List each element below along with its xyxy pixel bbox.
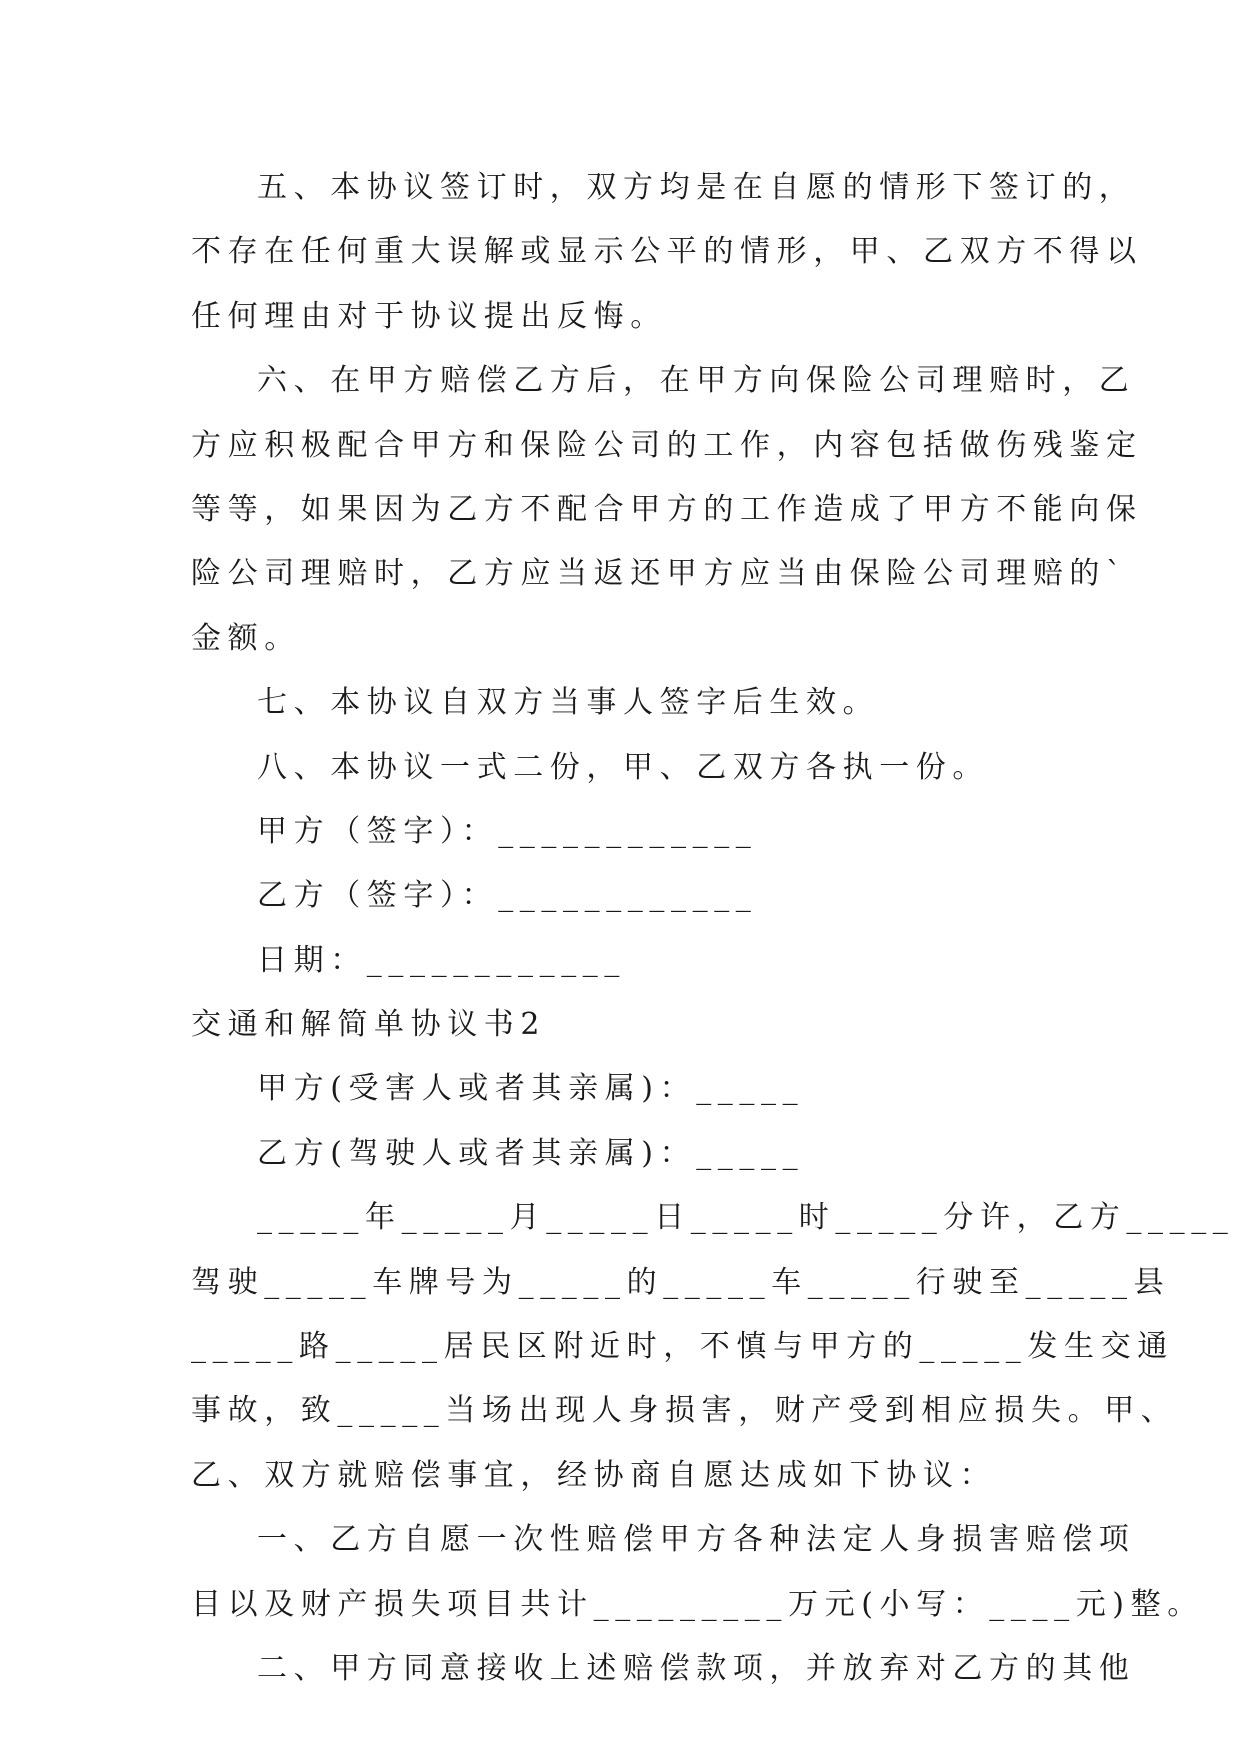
signature-line-party-b: 乙方（签字）：____________ bbox=[257, 878, 758, 914]
text-line: 六、在甲方赔偿乙方后，在甲方向保险公司理赔时，乙 bbox=[257, 363, 1136, 399]
text-line: _____年_____月_____日_____时_____分许，乙方_____ bbox=[257, 1200, 1235, 1236]
text-line: 一、乙方自愿一次性赔偿甲方各种法定人身损害赔偿项 bbox=[257, 1522, 1136, 1558]
text-line: 七、本协议自双方当事人签字后生效。 bbox=[257, 685, 880, 721]
text-line: 驾驶_____车牌号为_____的_____车_____行驶至_____县 bbox=[191, 1264, 1171, 1300]
party-b-line: 乙方(驾驶人或者其亲属)：_____ bbox=[257, 1135, 805, 1171]
text-line: 五、本协议签订时，双方均是在自愿的情形下签订的， bbox=[257, 170, 1136, 205]
text-line: 乙、双方就赔偿事宜，经协商自愿达成如下协议： bbox=[191, 1457, 997, 1493]
text-line: 不存在任何重大误解或显示公平的情形，甲、乙双方不得以 bbox=[191, 234, 1143, 270]
text-line: 等等，如果因为乙方不配合甲方的工作造成了甲方不能向保 bbox=[191, 491, 1143, 527]
text-line: 事故，致_____当场出现人身损害，财产受到相应损失。甲、 bbox=[191, 1393, 1178, 1429]
text-line: 金额。 bbox=[191, 620, 301, 656]
text-line: _____路_____居民区附近时，不慎与甲方的_____发生交通 bbox=[191, 1329, 1174, 1365]
text-line: 任何理由对于协议提出反悔。 bbox=[191, 298, 667, 334]
signature-line-party-a: 甲方（签字）：____________ bbox=[257, 813, 758, 849]
document-page bbox=[191, 156, 1235, 1701]
text-line: 二、甲方同意接收上述赔偿款项，并放弃对乙方的其他 bbox=[257, 1650, 1136, 1686]
section-title: 交通和解简单协议书2 bbox=[191, 1007, 547, 1043]
text-line: 方应积极配合甲方和保险公司的工作，内容包括做伤残鉴定 bbox=[191, 427, 1143, 463]
text-line: 险公司理赔时，乙方应当返还甲方应当由保险公司理赔的` bbox=[191, 556, 1128, 592]
date-line: 日期：____________ bbox=[257, 942, 626, 978]
party-a-line: 甲方(受害人或者其亲属)：_____ bbox=[257, 1071, 805, 1107]
text-line: 八、本协议一式二份，甲、乙双方各执一份。 bbox=[257, 749, 989, 785]
text-line: 目以及财产损失项目共计_________万元(小写：____元)整。 bbox=[191, 1586, 1204, 1622]
